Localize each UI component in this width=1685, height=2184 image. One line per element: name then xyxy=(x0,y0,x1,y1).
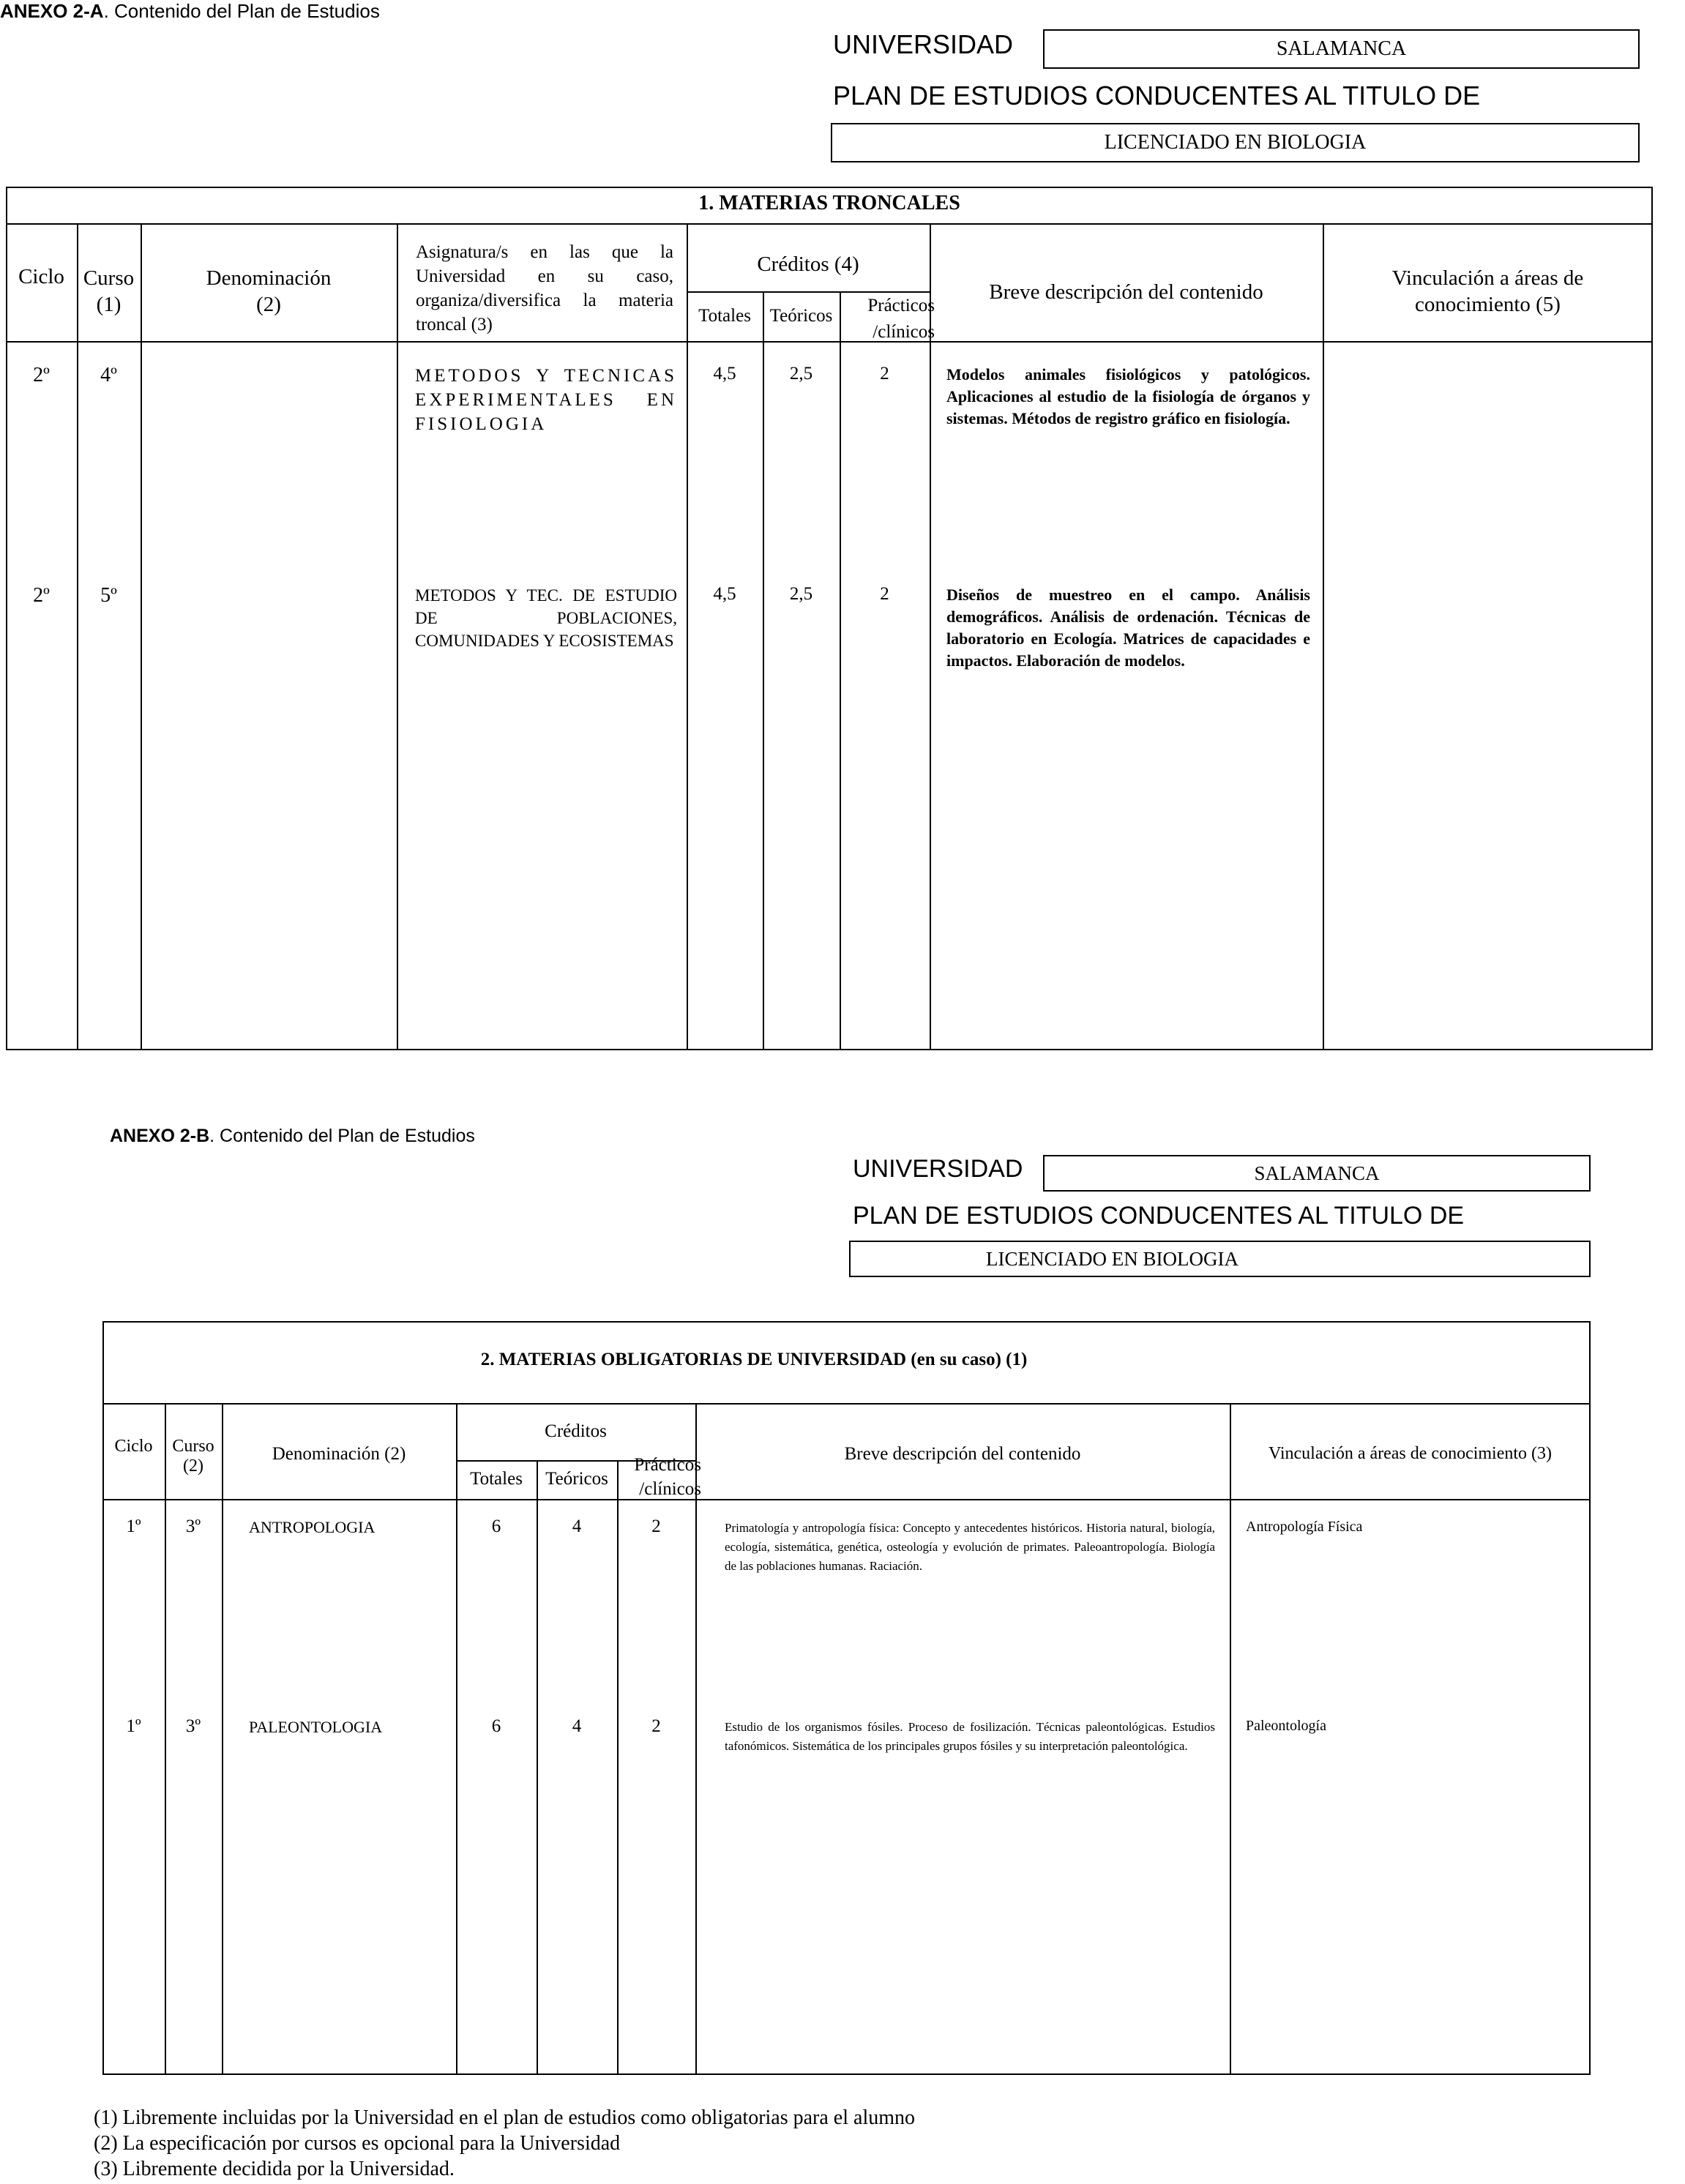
annex-b-header-vinculacion: Vinculación a áreas de conocimiento (3) xyxy=(1268,1444,1553,1463)
annex-a-header-asignatura: Asignatura/s en las que la Universidad en su caso, organiza/diversifica la materia troncal (3) xyxy=(416,242,673,334)
ciclo-cell: 1º xyxy=(126,1716,141,1736)
descripcion-cell: Diseños de muestreo en el campo. Análisis demográficos. Análisis de ordenación. Técnicas de laboratorio en Ecología. Matrices de capacidades e impactos. Elaboración de modelos. xyxy=(946,586,1310,670)
teoricos-cell: 2,5 xyxy=(789,364,813,384)
footnote: (2) La especificación por cursos es opcional para la Universidad xyxy=(94,2132,621,2155)
ciclo-cell: 2º xyxy=(33,584,50,607)
annex-a-header-creditos: Créditos (4) xyxy=(757,253,859,276)
teoricos-cell: 4 xyxy=(572,1517,582,1536)
practicos-cell: 2 xyxy=(651,1716,661,1736)
annex-b-titulo-value: LICENCIADO EN BIOLOGIA xyxy=(849,1241,1591,1277)
annex-b-header-totales: Totales xyxy=(470,1469,523,1489)
annex-a-header-descripcion: Breve descripción del contenido xyxy=(989,280,1263,304)
annex-a-header-totales: Totales xyxy=(698,306,751,326)
annex-a-titulo-value: LICENCIADO EN BIOLOGIA xyxy=(831,123,1640,162)
annex-b-header-curso: Curso (2) xyxy=(172,1437,214,1476)
annex-b-col-line xyxy=(1230,1403,1231,2075)
annex-b-col-line xyxy=(456,1403,457,2075)
annex-a-col-line xyxy=(763,291,764,1050)
totales-cell: 4,5 xyxy=(713,364,736,384)
annex-a-col-line xyxy=(930,223,931,1050)
annex-b-header-practicos: Prácticos /clínicos xyxy=(634,1455,701,1499)
annex-b-header-divider xyxy=(102,1499,1591,1500)
annex-b-universidad-value: SALAMANCA xyxy=(1043,1155,1591,1192)
teoricos-cell: 4 xyxy=(572,1716,582,1736)
annex-a-universidad-label: UNIVERSIDAD xyxy=(833,29,1014,59)
descripcion-cell: Modelos animales fisiológicos y patológicos. Aplicaciones al estudio de la fisiología de órganos y sistemas. Métodos de registro gráfico en fisiología. xyxy=(946,365,1310,427)
annex-b-col-line xyxy=(695,1403,697,2075)
annex-b-table xyxy=(102,1321,1591,2075)
annex-a-col-line xyxy=(397,223,398,1050)
asignatura-cell: METODOS Y TECNICAS EXPERIMENTALES EN FISIOLOGIA xyxy=(415,366,677,434)
denominacion-cell: PALEONTOLOGIA xyxy=(249,1718,383,1736)
curso-cell: 3º xyxy=(185,1716,201,1736)
practicos-cell: 2 xyxy=(880,364,889,384)
annex-a-universidad-value: SALAMANCA xyxy=(1043,29,1640,69)
annex-b-title: ANEXO 2-B. Contenido del Plan de Estudios xyxy=(110,1126,475,1146)
annex-a-col-line xyxy=(141,223,142,1050)
ciclo-cell: 1º xyxy=(126,1517,141,1536)
denominacion-cell: ANTROPOLOGIA xyxy=(249,1518,376,1536)
annex-b-col-line xyxy=(222,1403,223,2075)
annex-a-header-vinculacion: Vinculación a áreas de conocimiento (5) xyxy=(1391,266,1584,316)
vinculacion-cell: Paleontología xyxy=(1246,1718,1326,1734)
annex-b-header-teoricos: Teóricos xyxy=(545,1469,608,1489)
totales-cell: 6 xyxy=(491,1517,501,1536)
annex-b-header-ciclo: Ciclo xyxy=(114,1437,153,1456)
annex-b-header-descripcion: Breve descripción del contenido xyxy=(844,1444,1081,1464)
descripcion-cell: Primatología y antropología física: Concepto y antecedentes históricos. Historia natural, biología, ecología, sistemática, genética, osteología y evolución de primates. Paleoantropología. Biología de las poblaciones humanas. Raciación. xyxy=(725,1521,1215,1573)
annex-b-footnotes xyxy=(94,2105,915,2182)
annex-b-title-divider xyxy=(102,1403,1591,1405)
annex-b-header-creditos: Créditos xyxy=(545,1421,607,1441)
annex-b-plan-label: PLAN DE ESTUDIOS CONDUCENTES AL TITULO DE xyxy=(853,1202,1465,1230)
teoricos-cell: 2,5 xyxy=(789,584,813,604)
annex-a-title: ANEXO 2-A. Contenido del Plan de Estudios xyxy=(0,0,380,22)
annex-b-col-line xyxy=(617,1460,619,2075)
curso-cell: 5º xyxy=(100,584,117,607)
annex-a-header-curso: Curso (1) xyxy=(83,266,135,316)
descripcion-cell: Estudio de los organismos fósiles. Proceso de fosilización. Técnicas paleontológicas. Estudios tafonómicos. Sistemática de los principales grupos fósiles y su interpretación paleontológica. xyxy=(725,1720,1215,1753)
annex-a-header-teoricos: Teóricos xyxy=(769,306,833,326)
annex-a-col-line xyxy=(687,223,688,1050)
annex-a-header-divider xyxy=(6,341,1653,343)
annex-a-header-denominacion: Denominación (2) xyxy=(206,266,332,316)
curso-cell: 3º xyxy=(185,1517,201,1536)
totales-cell: 6 xyxy=(491,1716,501,1736)
curso-cell: 4º xyxy=(100,364,117,386)
footnote: (1) Libremente incluidas por la Universidad en el plan de estudios como obligatorias para el alumno xyxy=(94,2106,915,2129)
asignatura-cell: METODOS Y TEC. DE ESTUDIO DE POBLACIONES, COMUNIDADES Y ECOSISTEMAS xyxy=(415,586,677,650)
annex-a-col-line xyxy=(1323,223,1324,1050)
footnote: (3) Libremente decidida por la Universidad. xyxy=(94,2158,455,2180)
annex-a-header-ciclo: Ciclo xyxy=(18,265,64,288)
annex-a-col-line xyxy=(77,223,78,1050)
vinculacion-cell: Antropología Física xyxy=(1246,1519,1363,1535)
annex-a-section-title: 1. MATERIAS TRONCALES xyxy=(698,192,960,214)
practicos-cell: 2 xyxy=(651,1517,661,1536)
annex-a-title-divider xyxy=(6,223,1653,225)
annex-a-col-line xyxy=(840,291,841,1050)
annex-a-header-practicos: Prácticos /clínicos xyxy=(867,296,935,342)
annex-a-plan-label: PLAN DE ESTUDIOS CONDUCENTES AL TITULO DE xyxy=(833,81,1481,111)
annex-b-col-line xyxy=(537,1460,538,2075)
annex-b-universidad-label: UNIVERSIDAD xyxy=(853,1155,1023,1183)
annex-b-header-denominacion: Denominación (2) xyxy=(272,1444,406,1464)
ciclo-cell: 2º xyxy=(33,364,50,386)
annex-b-section-title: 2. MATERIAS OBLIGATORIAS DE UNIVERSIDAD (en su caso) (1) xyxy=(480,1350,1028,1369)
totales-cell: 4,5 xyxy=(713,584,736,604)
annex-b-col-line xyxy=(165,1403,166,2075)
practicos-cell: 2 xyxy=(880,584,889,604)
